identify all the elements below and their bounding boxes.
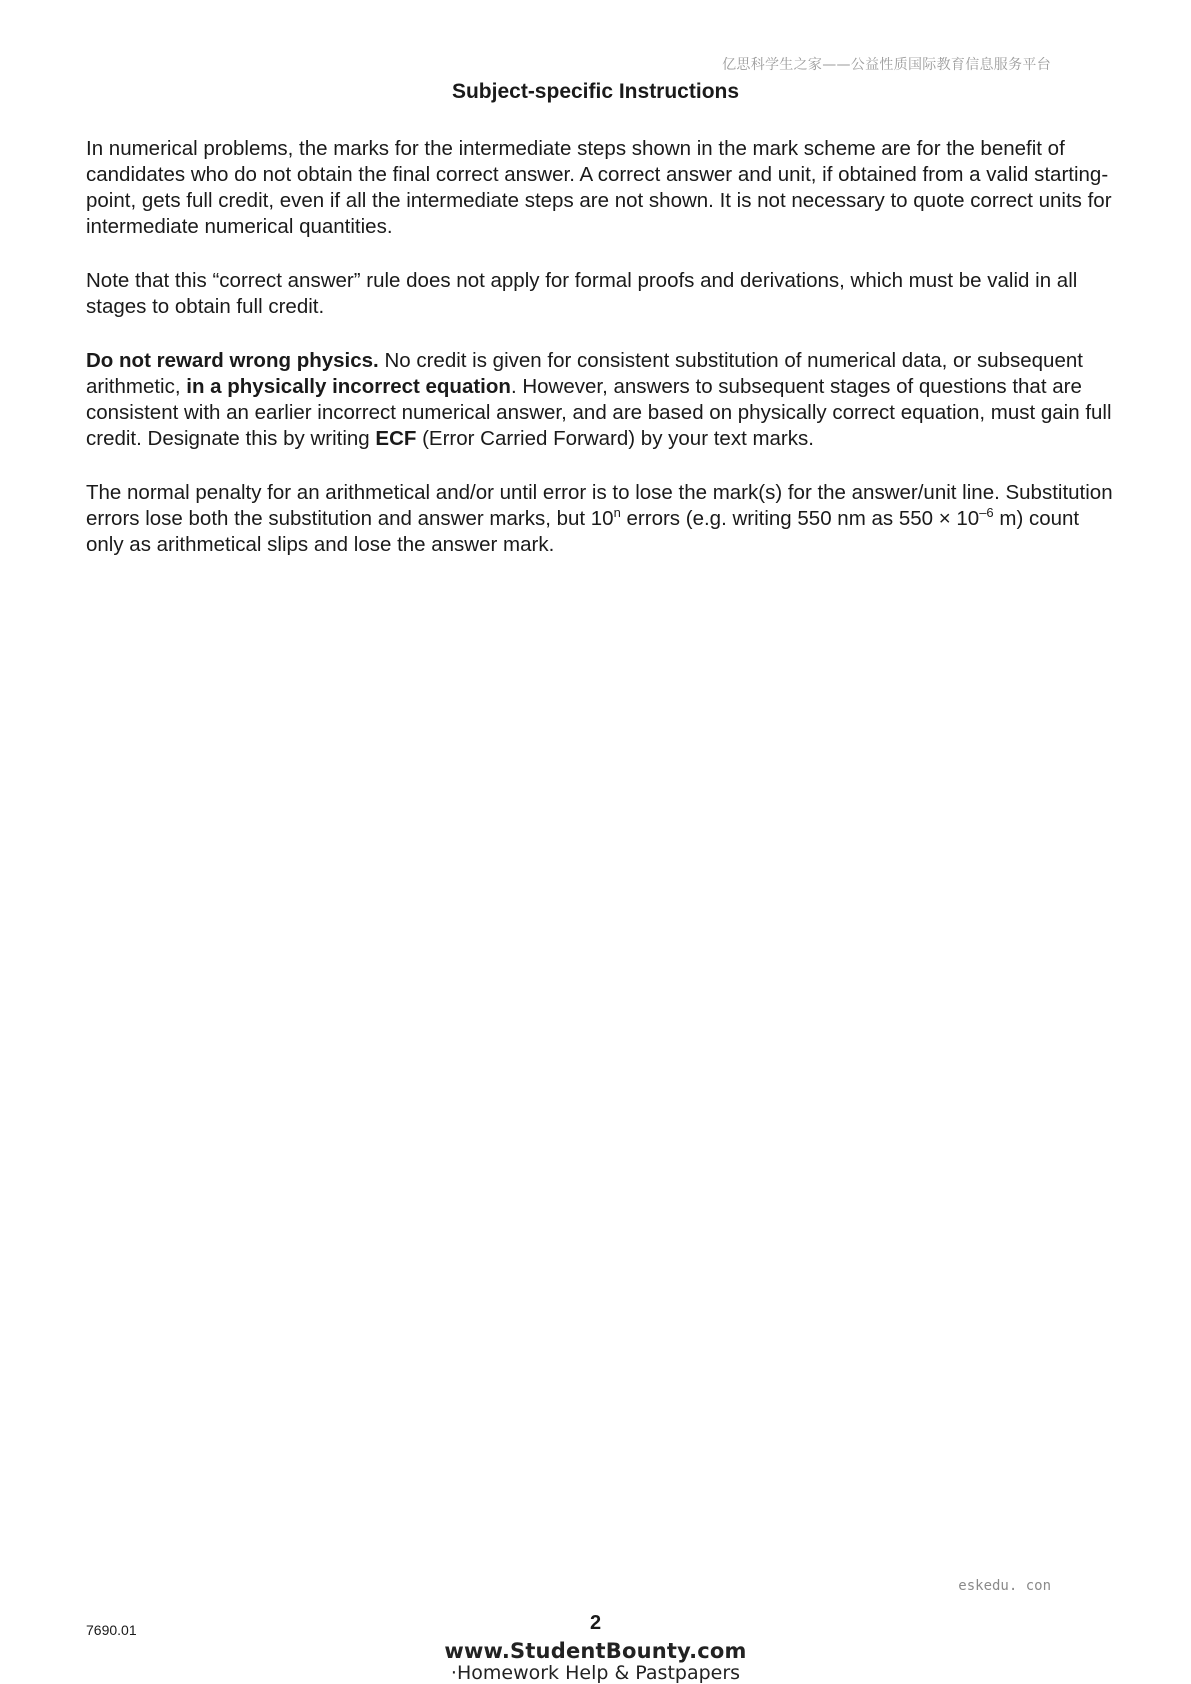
text-run: The normal penalty for an arithmetical and/or until error is to lose the mark(s) for the answer/unit line. Substitution errors lose both the substitution and answer marks, but 10 [86, 481, 1113, 530]
page-number: 2 [589, 1612, 602, 1634]
text-run: errors (e.g. writing 550 nm as 550 × 10 [620, 507, 980, 530]
document-body [86, 136, 1116, 586]
footer-brand [0, 1640, 1191, 1684]
brand-url: www.StudentBounty.com [444, 1639, 747, 1663]
page-title: Subject-specific Instructions [451, 80, 740, 103]
header-watermark: 亿思科学生之家——公益性质国际教育信息服务平台 [722, 57, 1051, 73]
superscript: n [613, 505, 621, 521]
bold-phrase: Do not reward wrong physics. [86, 349, 379, 372]
text-run: No credit is given for consistent substitution of numerical data, or subsequent arithmetic, [86, 349, 1083, 398]
text-run: . However, answers to subsequent stages of questions that are consistent with an earlier incorrect numerical answer, and are based on physically correct equation, must gain full credit. Designate this by writing [86, 375, 1112, 450]
text-run: (Error Carried Forward) by your text marks. [416, 427, 814, 450]
paragraph-wrong-physics [86, 348, 1116, 452]
brand-tagline: ·Homework Help & Pastpapers [450, 1662, 741, 1684]
superscript: –6 [979, 505, 994, 521]
bold-phrase: in a physically incorrect equation [186, 375, 511, 398]
footer-watermark: eskedu. con [958, 1578, 1051, 1594]
paragraph-penalty [86, 480, 1116, 558]
document-code: 7690.01 [86, 1622, 137, 1638]
paragraph-numerical-problems: In numerical problems, the marks for the intermediate steps shown in the mark scheme are for the benefit of candidates who do not obtain the final correct answer. A correct answer and unit, if obtained from a valid starting-point, gets full credit, even if all the intermediate steps are not shown. It is not necessary to quote correct units for intermediate numerical quantities. [86, 137, 1112, 238]
paragraph-correct-answer-rule: Note that this “correct answer” rule does not apply for formal proofs and derivations, which must be valid in all stages to obtain full credit. [86, 269, 1078, 318]
text-run: m) count only as arithmetical slips and lose the answer mark. [86, 507, 1080, 556]
bold-phrase: ECF [375, 427, 417, 450]
